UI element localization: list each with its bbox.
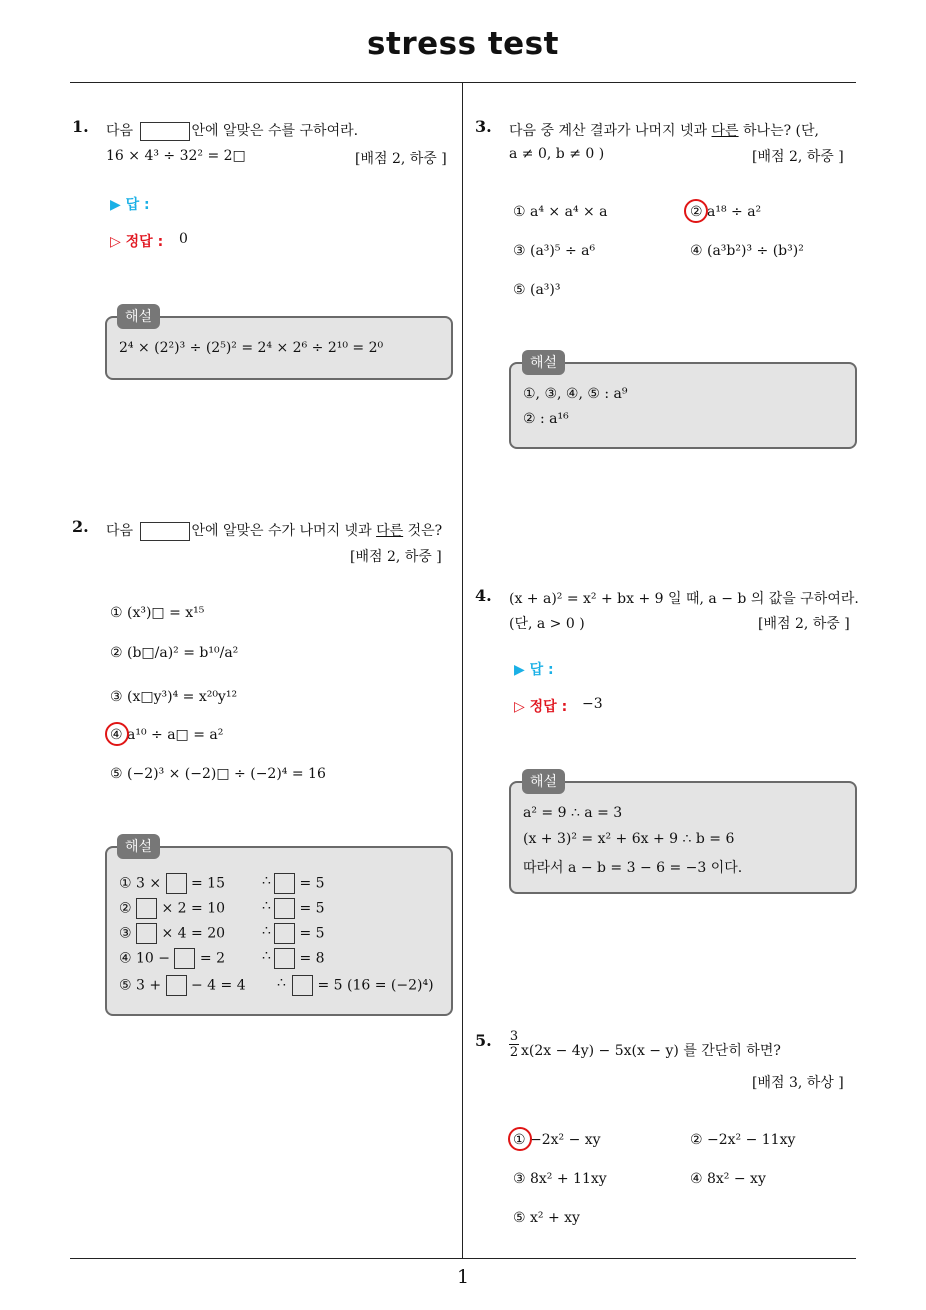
- question-condition: a ≠ 0, b ≠ 0 ): [509, 146, 605, 162]
- blank-box: [140, 522, 190, 541]
- solution-row-right: [274, 923, 325, 944]
- question-text: [106, 120, 358, 141]
- option-4[interactable]: ④ (a³b²)³ ÷ (b³)²: [690, 243, 804, 259]
- solution-line: 따라서 a − b = 3 − 6 = −3 이다.: [523, 860, 743, 876]
- solution-row-middle: = 2: [199, 950, 225, 967]
- blank-box: [274, 873, 295, 894]
- selected-answer-circle: [508, 1127, 532, 1151]
- option-4[interactable]: ④ a¹⁰ ÷ a□ = a²: [110, 727, 224, 743]
- solution-line: (x + 3)² = x² + 6x + 9 ∴ b = 6: [523, 831, 735, 847]
- question-text-b: 안에 알맞은 수가 나머지 넷과: [191, 523, 372, 539]
- blank-box: [136, 898, 157, 919]
- solution-tag: 해설: [522, 350, 565, 375]
- question-text: (x + a)² = x² + bx + 9 일 때, a − b 의 값을 구하여라.: [509, 591, 859, 607]
- solution-tag: 해설: [117, 834, 160, 859]
- therefore-symbol: ∴: [277, 975, 286, 991]
- solution-box: [509, 781, 857, 894]
- question-meta: [배점 3, 하상 ]: [752, 1075, 844, 1091]
- question-number: 1.: [72, 117, 89, 136]
- question-text-a: 다음: [106, 523, 134, 539]
- question-text-a: 다음: [106, 123, 134, 139]
- question-text-underlined: 다른: [376, 523, 404, 539]
- blank-box: [136, 923, 157, 944]
- column-divider: [462, 83, 463, 1258]
- correct-answer: −3: [582, 696, 603, 712]
- option-2[interactable]: ② a¹⁸ ÷ a²: [690, 204, 762, 220]
- question-number: 3.: [475, 117, 492, 136]
- therefore-symbol: ∴: [262, 923, 271, 939]
- therefore-symbol: ∴: [262, 898, 271, 914]
- therefore-symbol: ∴: [262, 873, 271, 889]
- question-meta: [배점 2, 하중 ]: [758, 616, 850, 632]
- solution-row-result: = 5: [299, 900, 325, 917]
- question-text-c: 것은?: [407, 523, 443, 539]
- solution-line: ② : a¹⁶: [523, 411, 569, 427]
- question-expression: 16 × 4³ ÷ 32² = 2□: [106, 148, 246, 164]
- option-2[interactable]: ② −2x² − 11xy: [690, 1132, 796, 1148]
- question-text-b: 하나는? (단,: [743, 123, 819, 139]
- option-5[interactable]: ⑤ x² + xy: [513, 1210, 580, 1226]
- option-2[interactable]: ② (b□/a)² = b¹⁰/a²: [110, 645, 239, 661]
- blank-box: [166, 975, 187, 996]
- solution-row-result: = 5: [299, 925, 325, 942]
- solution-box: [509, 362, 857, 449]
- solution-row-result: = 8: [299, 950, 325, 967]
- solution-row-right: [274, 898, 325, 919]
- blank-box: [174, 948, 195, 969]
- question-text-b: 안에 알맞은 수를 구하여라.: [191, 123, 359, 139]
- option-3[interactable]: ③ 8x² + 11xy: [513, 1171, 607, 1187]
- solution-row-right: [274, 948, 325, 969]
- solution-box: [105, 846, 453, 1016]
- blank-box: [140, 122, 190, 141]
- solution-row-middle: × 4 = 20: [161, 925, 226, 942]
- page-title: stress test: [367, 26, 559, 62]
- solution-row-left: ① 3 ×: [119, 875, 162, 892]
- correct-label: ▷ 정답 :: [110, 234, 164, 250]
- question-text-a: 다음 중 계산 결과가 나머지 넷과: [509, 123, 708, 139]
- solution-row-middle: = 15: [191, 875, 225, 892]
- solution-row-left: ④ 10 −: [119, 950, 170, 967]
- therefore-symbol: ∴: [262, 948, 271, 964]
- solution-line: 2⁴ × (2²)³ ÷ (2⁵)² = 2⁴ × 2⁶ ÷ 2¹⁰ = 2⁰: [119, 340, 384, 356]
- solution-tag: 해설: [117, 304, 160, 329]
- answer-label: ▶ 답 :: [110, 197, 150, 213]
- solution-row-left: ③: [119, 925, 132, 942]
- solution-row-middle: × 2 = 10: [161, 900, 226, 917]
- question-number: 2.: [72, 517, 89, 536]
- solution-row-left: ②: [119, 900, 132, 917]
- option-1[interactable]: ① (x³)□ = x¹⁵: [110, 605, 205, 621]
- answer-label: ▶ 답 :: [514, 662, 554, 678]
- solution-row-middle: − 4 = 4: [191, 977, 246, 994]
- question-text: x(2x − 4y) − 5x(x − y) 를 간단히 하면?: [521, 1043, 781, 1059]
- solution-tag: 해설: [522, 769, 565, 794]
- solution-row-left: ⑤ 3 +: [119, 977, 162, 994]
- solution-row-result: = 5 (16 = (−2)⁴): [317, 977, 434, 994]
- solution-row: [119, 975, 434, 996]
- question-meta: [배점 2, 하중 ]: [355, 151, 447, 167]
- option-3[interactable]: ③ (x□y³)⁴ = x²⁰y¹²: [110, 689, 238, 705]
- selected-answer-circle: [684, 199, 708, 223]
- solution-row: [119, 923, 325, 944]
- selected-answer-circle: [105, 722, 129, 746]
- fraction-numerator: 3: [509, 1029, 519, 1044]
- blank-box: [274, 948, 295, 969]
- blank-box: [274, 898, 295, 919]
- question-number: 5.: [475, 1031, 492, 1050]
- option-1[interactable]: ① a⁴ × a⁴ × a: [513, 204, 608, 220]
- solution-line: ①, ③, ④, ⑤ : a⁹: [523, 386, 628, 402]
- fraction-denominator: 2: [509, 1045, 519, 1060]
- question-number: 4.: [475, 586, 492, 605]
- solution-row-result: = 5: [299, 875, 325, 892]
- solution-row: [119, 948, 325, 969]
- question-text: [106, 520, 442, 541]
- option-5[interactable]: ⑤ (a³)³: [513, 282, 561, 298]
- solution-row-right: [274, 873, 325, 894]
- solution-row-right: [292, 975, 434, 996]
- question-condition: (단, a > 0 ): [509, 616, 585, 632]
- page-number: 1: [456, 1266, 470, 1288]
- question-meta: [배점 2, 하중 ]: [752, 149, 844, 165]
- option-3[interactable]: ③ (a³)⁵ ÷ a⁶: [513, 243, 596, 259]
- blank-box: [274, 923, 295, 944]
- option-1[interactable]: ① −2x² − xy: [513, 1132, 601, 1148]
- question-text: [509, 120, 819, 140]
- solution-line: a² = 9 ∴ a = 3: [523, 805, 623, 821]
- bottom-divider: [70, 1258, 856, 1259]
- question-meta: [배점 2, 하중 ]: [350, 549, 442, 565]
- question-text-underlined: 다른: [711, 123, 739, 139]
- correct-answer: 0: [179, 231, 188, 247]
- top-divider: [70, 82, 856, 83]
- option-4[interactable]: ④ 8x² − xy: [690, 1171, 766, 1187]
- blank-box: [166, 873, 187, 894]
- option-5[interactable]: ⑤ (−2)³ × (−2)□ ÷ (−2)⁴ = 16: [110, 766, 326, 782]
- correct-label: ▷ 정답 :: [514, 699, 568, 715]
- blank-box: [292, 975, 313, 996]
- fraction: [509, 1029, 519, 1060]
- solution-row: [119, 898, 325, 919]
- solution-row: [119, 873, 325, 894]
